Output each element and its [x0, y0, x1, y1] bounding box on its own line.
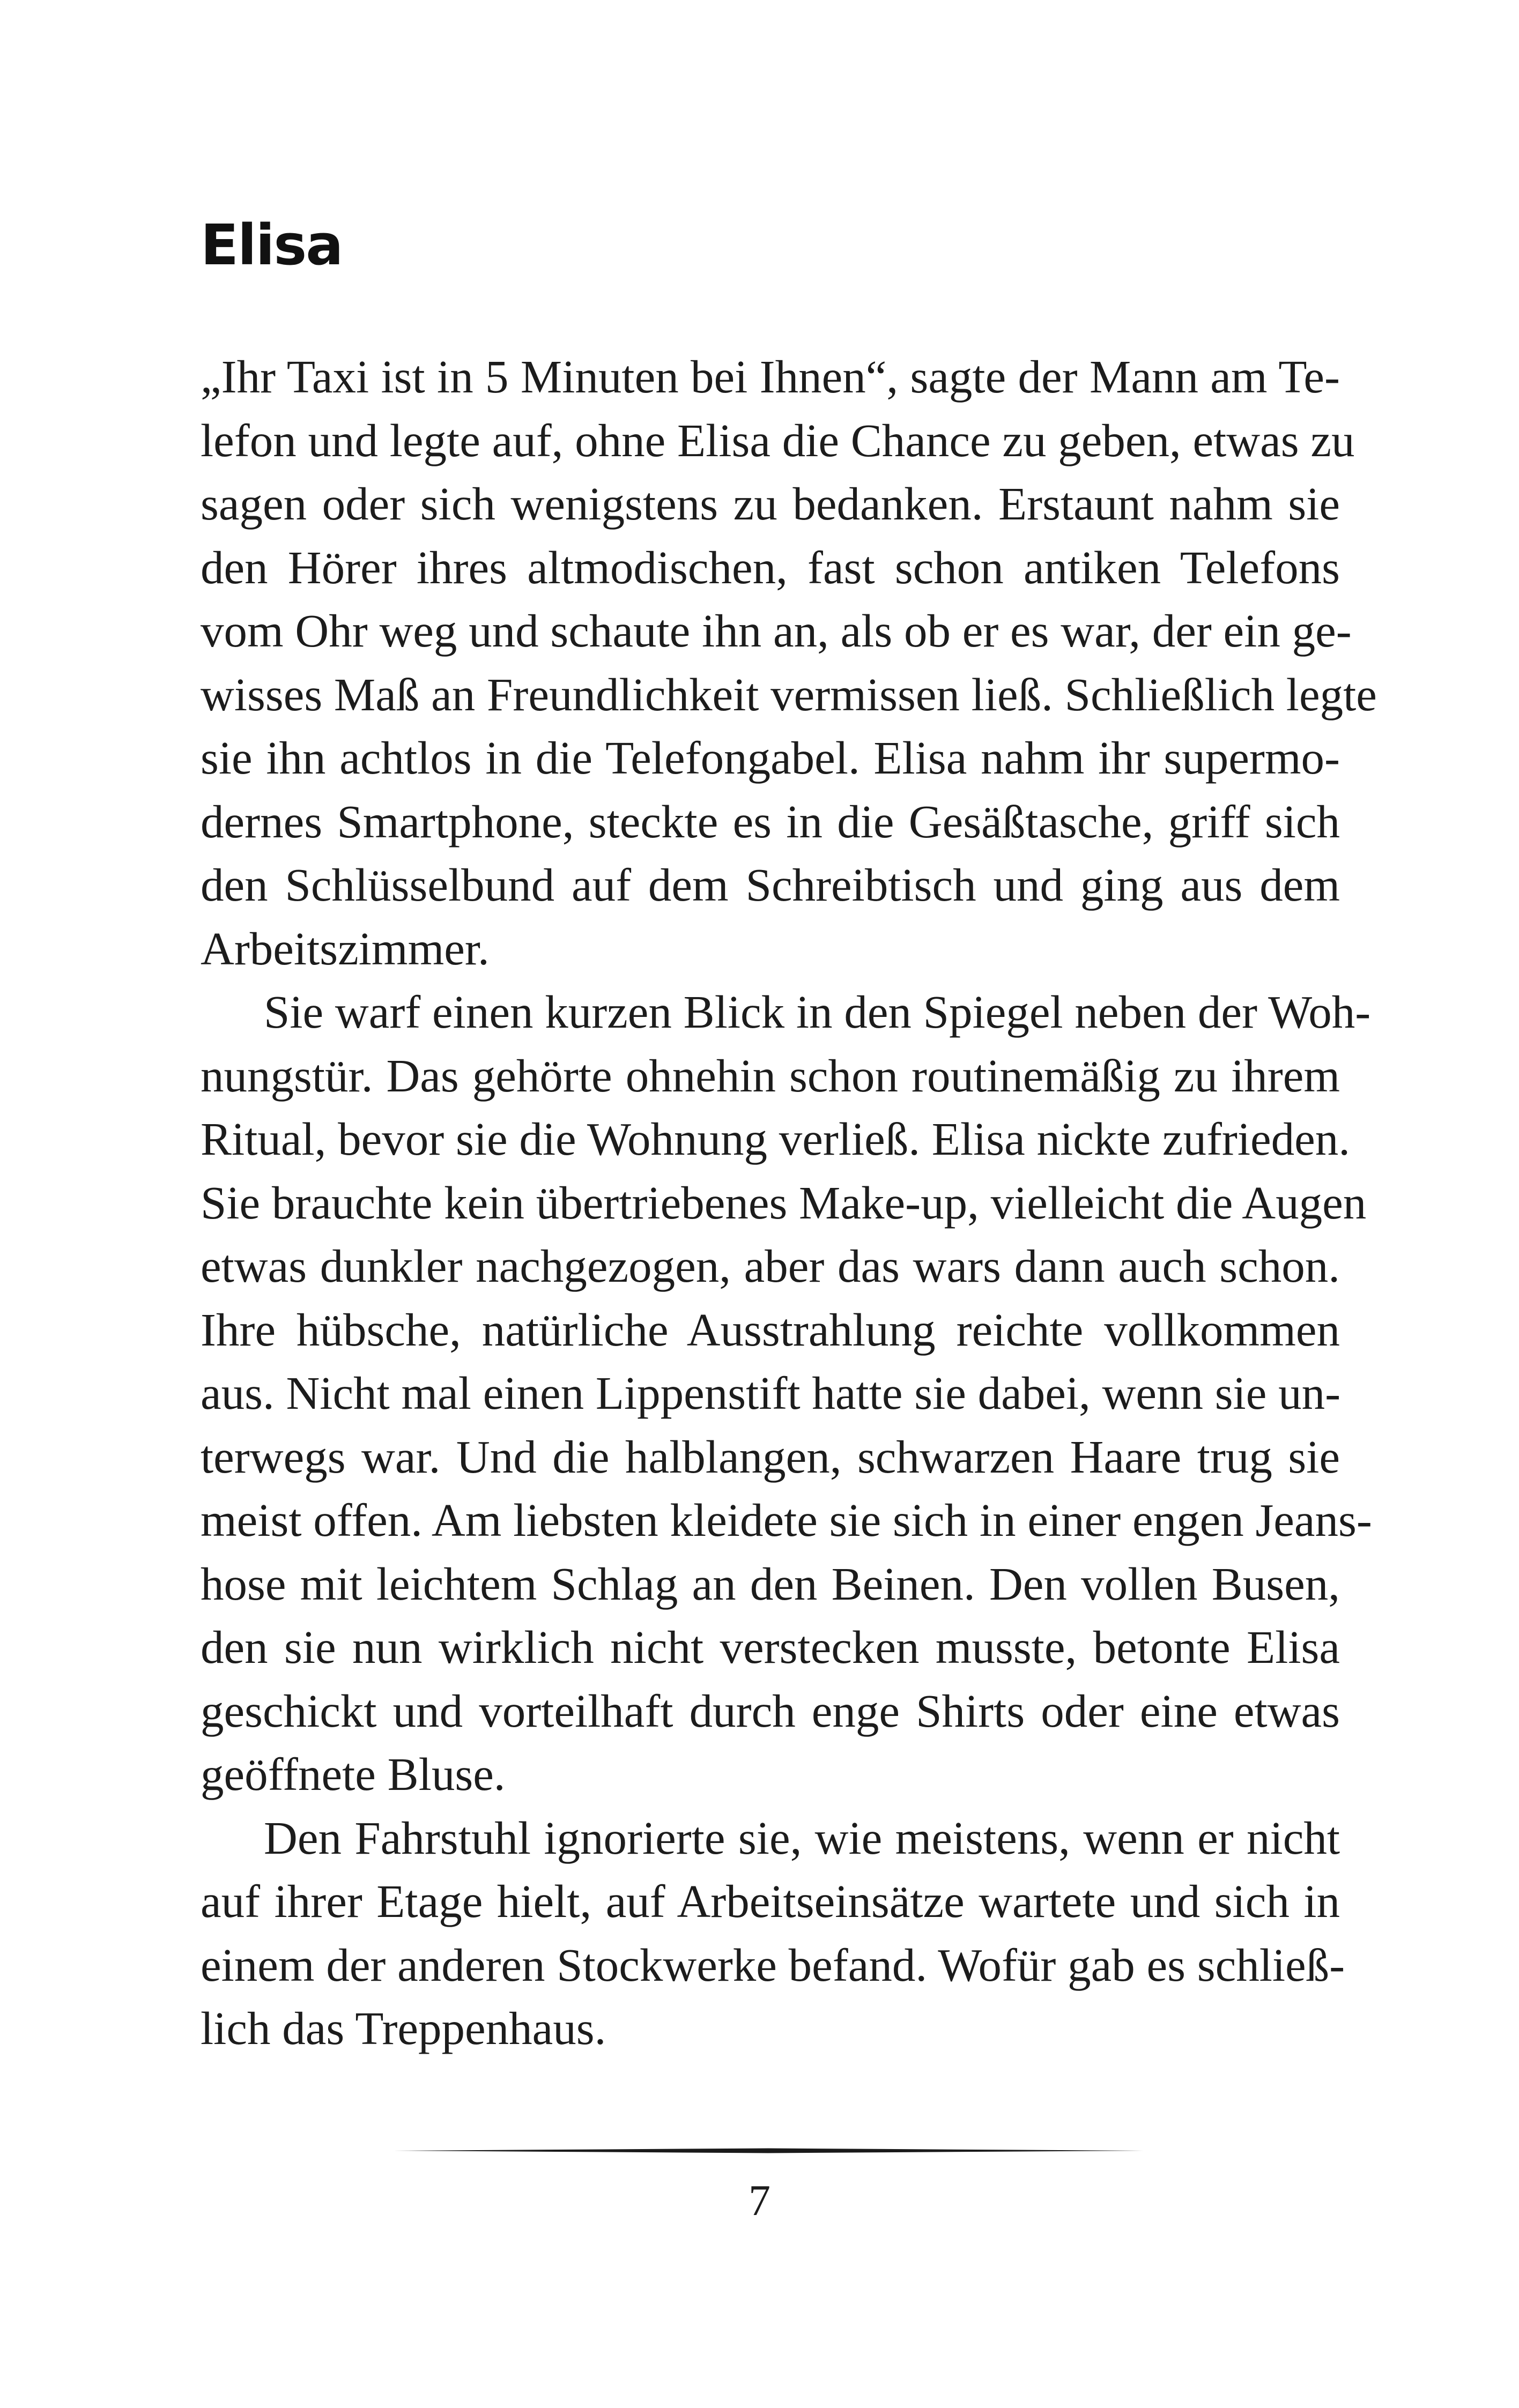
text-line: den Hörer ihres altmodischen, fast schon antiken Telefons	[201, 541, 1340, 593]
text-line: Den Fahrstuhl ignorierte sie, wie meistens, wenn er nicht	[264, 1811, 1340, 1864]
text-line: auf ihrer Etage hielt, auf Arbeitseinsätze wartete und sich in	[201, 1875, 1340, 1927]
text-line: geschickt und vorteilhaft durch enge Shirts oder eine etwas	[201, 1684, 1340, 1737]
paragraph-1	[201, 345, 1377, 980]
text-line: vom Ohr weg und schaute ihn an, als ob er es war, der ein ge-	[201, 605, 1352, 657]
text-line: den sie nun wirklich nicht verstecken musste, betonte Elisa	[201, 1621, 1340, 1673]
text-line: wisses Maß an Freundlichkeit vermissen ließ. Schließlich legte	[201, 668, 1377, 720]
text-line: aus. Nicht mal einen Lippenstift hatte sie dabei, wenn sie un-	[201, 1367, 1341, 1419]
text-line: sagen oder sich wenigstens zu bedanken. Erstaunt nahm sie	[201, 478, 1340, 530]
chapter-title: Elisa	[201, 212, 343, 278]
chapter-body	[201, 345, 1377, 2061]
page-number: 7	[749, 2176, 770, 2225]
text-line: lich das Treppenhaus.	[201, 2002, 606, 2054]
text-line: geöffnete Bluse.	[201, 1748, 506, 1800]
text-line: sie ihn achtlos in die Telefongabel. Elisa nahm ihr supermo-	[201, 732, 1340, 784]
text-line: dernes Smartphone, steckte es in die Gesäßtasche, griff sich	[201, 795, 1340, 848]
text-line: einem der anderen Stockwerke befand. Wofür gab es schließ-	[201, 1938, 1345, 1991]
text-line: Sie brauchte kein übertriebenes Make-up, vielleicht die Augen	[201, 1176, 1367, 1229]
footer-divider	[394, 2148, 1143, 2153]
paragraph-2	[201, 980, 1372, 1807]
divider-line	[394, 2148, 1143, 2153]
text-line: „Ihr Taxi ist in 5 Minuten bei Ihnen“, sagte der Mann am Te-	[201, 351, 1340, 403]
text-line: lefon und legte auf, ohne Elisa die Chance zu geben, etwas zu	[201, 414, 1355, 466]
text-line: Arbeitszimmer.	[201, 922, 490, 975]
text-line: hose mit leichtem Schlag an den Beinen. Den vollen Busen,	[201, 1557, 1340, 1610]
text-line: terwegs war. Und die halblangen, schwarzen Haare trug sie	[201, 1430, 1340, 1483]
text-line: Ritual, bevor sie die Wohnung verließ. Elisa nickte zufrieden.	[201, 1113, 1351, 1165]
paragraph-3	[201, 1807, 1345, 2061]
text-line: nungstür. Das gehörte ohnehin schon routinemäßig zu ihrem	[201, 1049, 1340, 1102]
text-line: etwas dunkler nachgezogen, aber das wars dann auch schon.	[201, 1240, 1340, 1292]
text-line: meist offen. Am liebsten kleidete sie sich in einer engen Jeans-	[201, 1494, 1372, 1546]
text-line: Sie warf einen kurzen Blick in den Spiegel neben der Woh-	[264, 986, 1371, 1038]
text-line: den Schlüsselbund auf dem Schreibtisch und ging aus dem	[201, 859, 1340, 911]
text-line: Ihre hübsche, natürliche Ausstrahlung reichte vollkommen	[201, 1303, 1340, 1356]
